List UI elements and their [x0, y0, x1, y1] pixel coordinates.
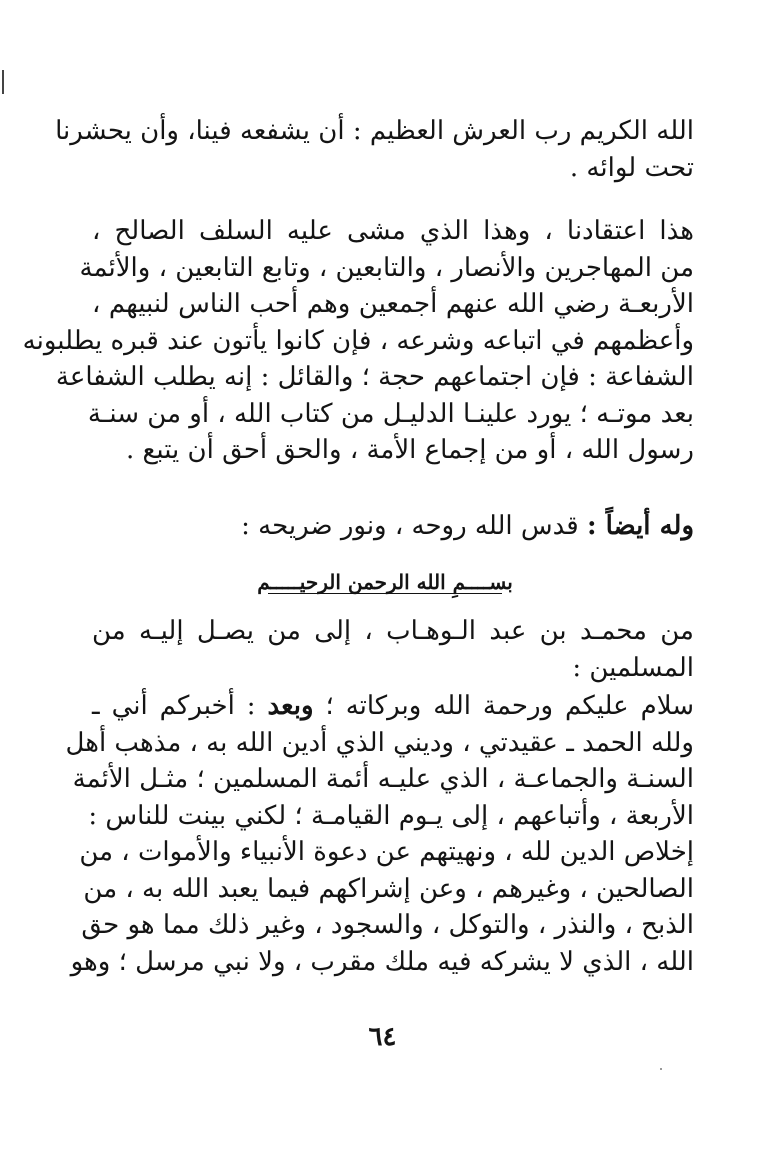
text-line: الصالحين ، وغيرهم ، وعن إشراكهم فيما يعبد الله به ، من	[83, 873, 694, 904]
page-speck	[660, 1068, 662, 1070]
letter-bold-word: وبعد	[267, 691, 314, 721]
paragraph-letter	[65, 688, 695, 980]
text-line: السنـة والجماعـة ، الذي عليـه أئمة المسلمين ؛ مثـل الأئمة	[72, 764, 694, 794]
text-line: تحت لوائه .	[569, 152, 694, 183]
letter-continuation: : أخبركم أني ـ	[92, 691, 256, 721]
text-line: الذبح ، والنذر ، والتوكل ، والسجود ، وغير ذلك مما هو حق	[81, 910, 694, 940]
text-line: هذا اعتقادنا ، وهذا الذي مشى عليه السلف الصالح ،	[92, 216, 694, 246]
text-line: الأربعـة رضي الله عنهم أجمعين وهم أحب الناس لنبيهم ،	[92, 289, 694, 319]
text-line: وأعظمهم في اتباعه وشرعه ، فإن كانوا يأتون عند قبره يطلبونه	[22, 325, 694, 356]
text-line	[92, 688, 694, 725]
section-heading	[92, 508, 694, 545]
text-line: الله ، الذي لا يشركه فيه ملك مقرب ، ولا نبي مرسل ؛ وهو	[70, 946, 694, 977]
letter-greeting: سلام عليكم ورحمة الله وبركاته ؛	[325, 691, 695, 721]
text-line: بعد موتـه ؛ يورد علينـا الدليـل من كتاب الله ، أو من سنـة	[87, 398, 694, 429]
text-line: من محمـد بن عبد الـوهـاب ، إلى من يصـل إليـه من	[92, 616, 694, 646]
text-line: المسلمين :	[572, 652, 694, 683]
heading-bold: وله أيضاً :	[586, 511, 694, 541]
text-line: من المهاجرين والأنصار ، والتابعين ، وتابع التابعين ، والأئمة	[79, 252, 694, 283]
page-edge-mark	[2, 70, 4, 94]
text-line: إخلاص الدين لله ، ونهيتهم عن دعوة الأنبياء والأموات ، من	[79, 837, 694, 867]
text-line: ولله الحمد ـ عقيدتي ، وديني الذي أدين الله به ، مذهب أهل	[65, 727, 694, 758]
text-line: الله الكريم رب العرش العظيم : أن يشفعه فينا، وأن يحشرنا	[55, 116, 694, 146]
text-line: الأربعة ، وأتباعهم ، إلى يـوم القيامـة ؛ لكني بينت للناس :	[88, 800, 694, 831]
heading-rest: قدس الله روحه ، ونور ضريحه :	[241, 511, 579, 541]
paragraph-from	[92, 613, 694, 686]
paragraph-intro	[55, 113, 694, 186]
paragraph-belief	[22, 213, 694, 469]
text-line: الشفاعة : فإن اجتماعهم حجة ؛ والقائل : إنه يطلب الشفاعة	[55, 362, 694, 392]
page-number: ٦٤	[368, 1022, 397, 1052]
basmala-calligraphy: بســــمِ الله الرحمن الرحيـــــم	[250, 560, 520, 604]
text-line: رسول الله ، أو من إجماع الأمة ، والحق أحق أن يتبع .	[126, 435, 694, 465]
